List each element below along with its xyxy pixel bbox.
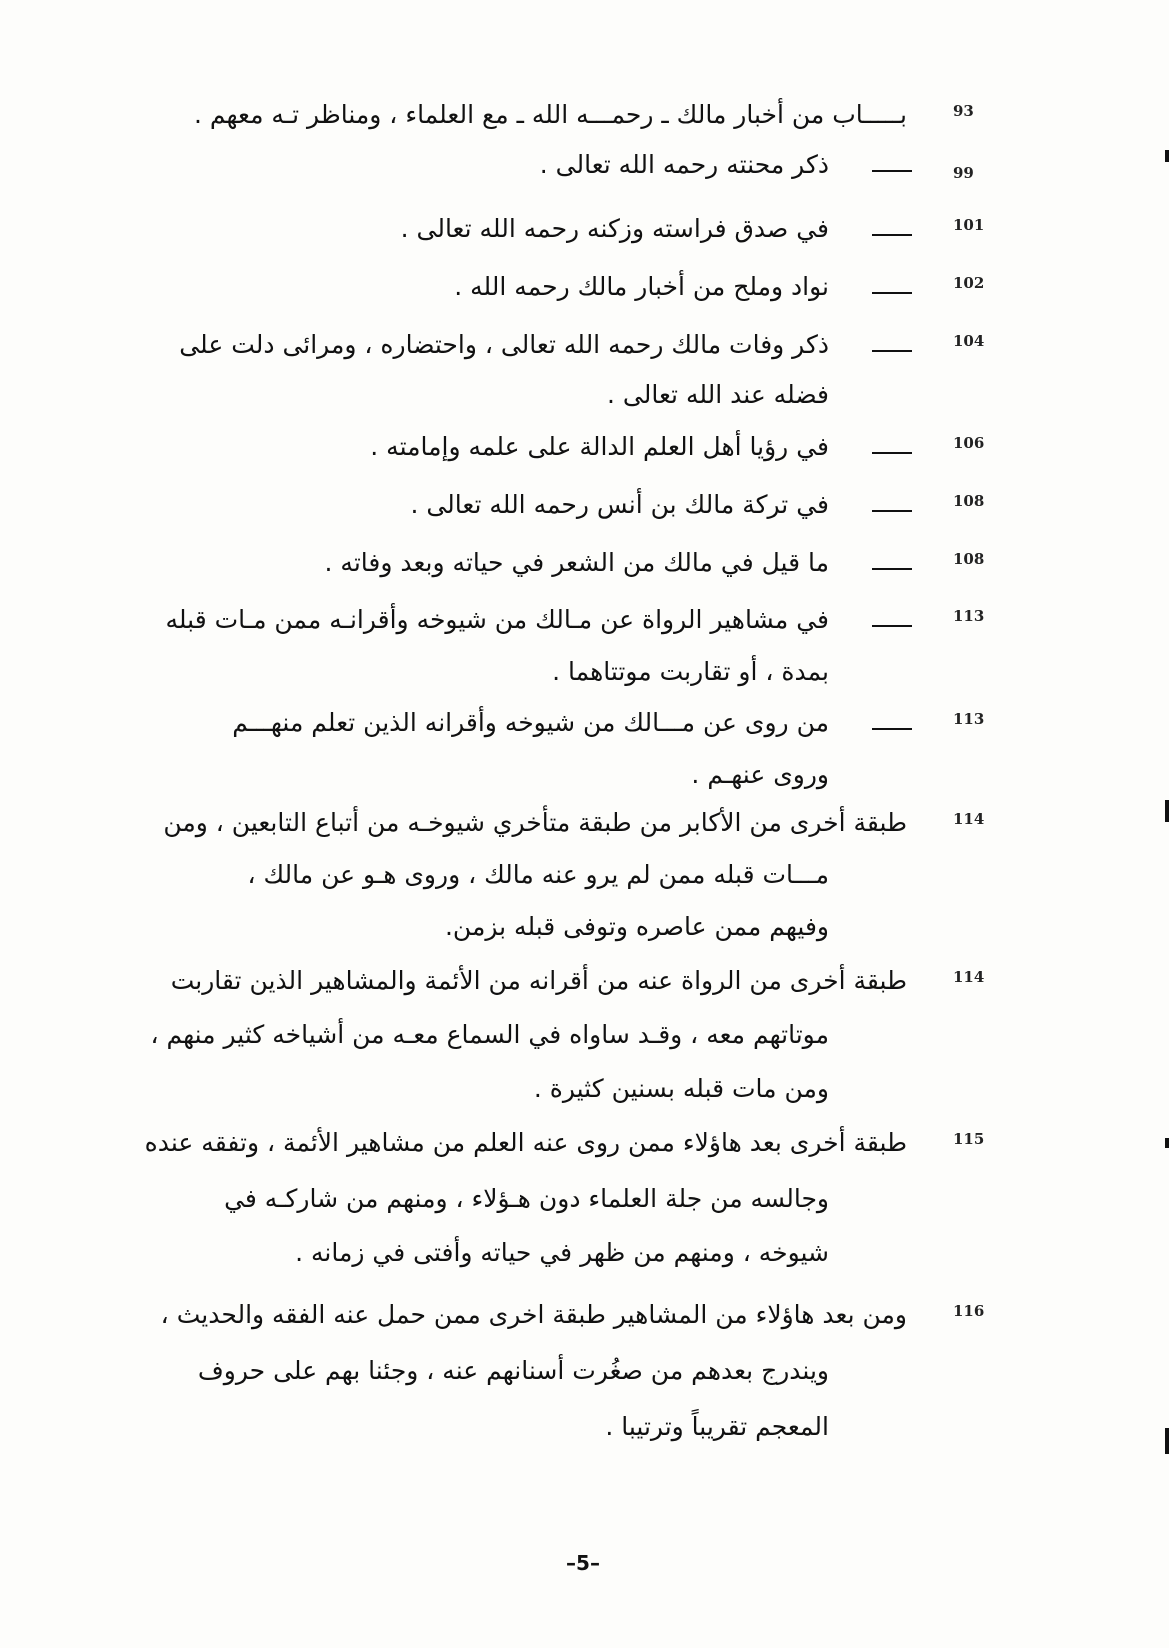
page-number: 99: [953, 164, 974, 182]
dash-marker: [872, 568, 912, 570]
dash-marker: [872, 234, 912, 236]
entry-text: ذكر محنته رحمه الله تعالى .: [539, 150, 829, 179]
scan-edge-mark: [1165, 1138, 1169, 1148]
entry-text: بـــــاب من أخبار مالك ـ رحمـــه الله ـ مع العلماء ، ومناظر تـه معهم .: [193, 100, 907, 129]
entry-text: ما قيل في مالك من الشعر في حياته وبعد وفاته .: [324, 548, 829, 577]
page-number: 113: [953, 607, 985, 625]
entry-text: ويندرج بعدهم من صغُرت أسنانهم عنه ، وجئنا بهم على حروف: [197, 1356, 829, 1385]
page-number: 108: [953, 550, 985, 568]
entry-text: المعجم تقريباً وترتيبا .: [605, 1412, 829, 1441]
dash-marker: [872, 625, 912, 627]
dash-marker: [872, 510, 912, 512]
scan-edge-mark: [1165, 1428, 1169, 1454]
page-number: 114: [953, 810, 985, 828]
entry-text: في رؤيا أهل العلم الدالة على علمه وإمامته .: [370, 432, 829, 461]
scan-edge-mark: [1165, 800, 1169, 822]
entry-text: طبقة أخرى من الأكابر من طبقة متأخري شيوخـه من أتباع التابعين ، ومن: [163, 808, 907, 837]
entry-text: ومن مات قبله بسنين كثيرة .: [533, 1074, 829, 1103]
entry-text: بمدة ، أو تقاربت موتتاهما .: [552, 657, 829, 686]
entry-text: ومن بعد هاؤلاء من المشاهير طبقة اخرى ممن حمل عنه الفقه والحديث ،: [160, 1300, 907, 1329]
page-number: 106: [953, 434, 985, 452]
entry-text: طبقة أخرى من الرواة عنه من أقرانه من الأئمة والمشاهير الذين تقاربت: [170, 966, 907, 995]
page-number: 113: [953, 710, 985, 728]
entry-text: طبقة أخرى بعد هاؤلاء ممن روى عنه العلم من مشاهير الأئمة ، وتفقه عنده: [144, 1128, 907, 1157]
entry-text: في مشاهير الرواة عن مـالك من شيوخه وأقرانـه ممن مـات قبله: [165, 605, 829, 634]
entry-text: في تركة مالك بن أنس رحمه الله تعالى .: [410, 490, 829, 519]
page-number: 104: [953, 332, 985, 350]
page-number: 115: [953, 1130, 985, 1148]
entry-text: مـــات قبله ممن لم يرو عنه مالك ، وروى هـو عن مالك ،: [247, 860, 829, 889]
page-number: 101: [953, 216, 985, 234]
page-number: 116: [953, 1302, 985, 1320]
entry-text: موتاتهم معه ، وقـد ساواه في السماع معـه من أشياخه كثير منهم ،: [150, 1020, 829, 1049]
entry-text: من روى عن مـــالك من شيوخه وأقرانه الذين تعلم منهـــم: [232, 708, 829, 737]
page-folio: –5–: [566, 1551, 600, 1575]
entry-text: ذكر وفات مالك رحمه الله تعالى ، واحتضاره ، ومرائى دلت على: [179, 330, 829, 359]
page-number: 93: [953, 102, 974, 120]
entry-text: وروى عنهـم .: [691, 760, 829, 789]
entry-text: شيوخه ، ومنهم من ظهر في حياته وأفتى في زمانه .: [295, 1238, 829, 1267]
dash-marker: [872, 170, 912, 172]
dash-marker: [872, 452, 912, 454]
scan-edge-mark: [1165, 150, 1169, 162]
dash-marker: [872, 350, 912, 352]
page-number: 108: [953, 492, 985, 510]
entry-text: وجالسه من جلة العلماء دون هـؤلاء ، ومنهم من شاركـه في: [224, 1184, 829, 1213]
page-number: 102: [953, 274, 985, 292]
dash-marker: [872, 292, 912, 294]
entry-text: نواد وملح من أخبار مالك رحمه الله .: [454, 272, 829, 301]
entry-text: في صدق فراسته وزكنه رحمه الله تعالى .: [400, 214, 829, 243]
entry-text: وفيهم ممن عاصره وتوفى قبله بزمن.: [444, 912, 829, 941]
entry-text: فضله عند الله تعالى .: [607, 380, 829, 409]
dash-marker: [872, 728, 912, 730]
page-number: 114: [953, 968, 985, 986]
